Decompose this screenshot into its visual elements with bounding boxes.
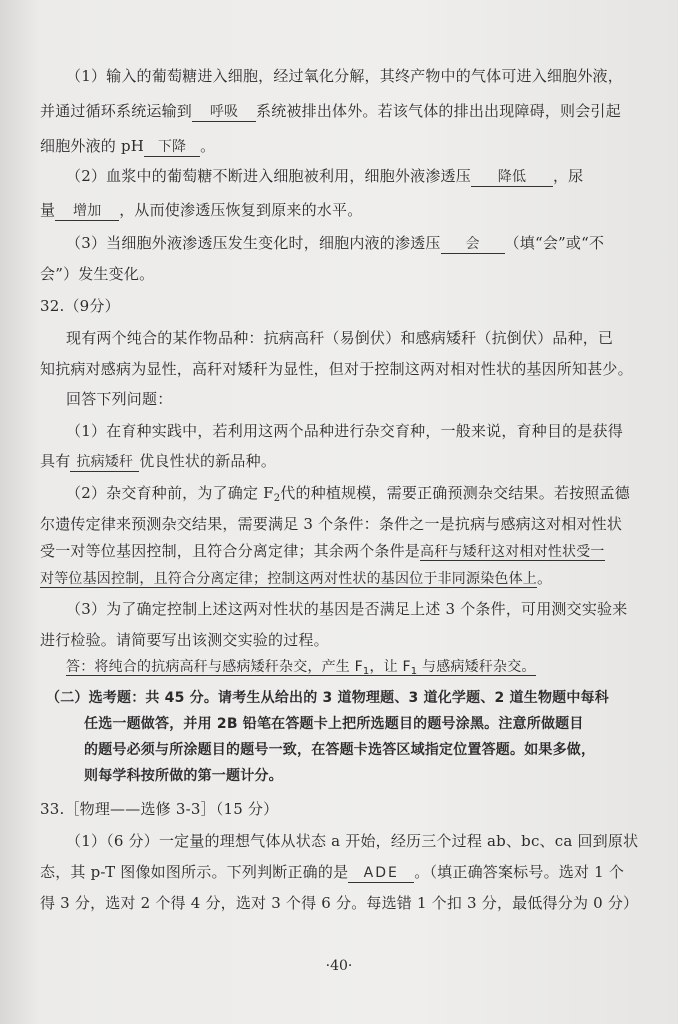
q31-p2-text: （2）血浆中的葡萄糖不断进入细胞被利用，细胞外液渗透压 bbox=[66, 167, 471, 185]
q32-header: 32.（9分） bbox=[40, 297, 120, 315]
answer-conditions-part1: 高秆与矮秆这对相对性状受一 bbox=[420, 544, 605, 560]
q31-p3-line2: 会”）发生变化。 bbox=[40, 265, 155, 283]
answer-will-change: 会 bbox=[441, 235, 505, 254]
q31-p1-text: 细胞外液的 pH bbox=[40, 137, 145, 155]
q32-p1-text: 具有 bbox=[40, 452, 71, 470]
q32-intro2: 知抗病对感病为显性，高秆对矮秆为显性，但对于控制这两对相对性状的基因所知甚少。 bbox=[40, 360, 633, 378]
q32-p1-line1: （1）在育种实践中，若利用这两个品种进行杂交育种，一般来说，育种目的是获得 bbox=[66, 422, 623, 440]
answer-breeding-goal: 抗病矮秆 bbox=[70, 453, 139, 472]
answer-text: 答：将纯合的抗病高秆与感病矮秆杂交，产生 F bbox=[66, 659, 363, 675]
optional-line3: 的题号必须与所涂题目的题号一致，在答题卡选答区域指定位置答题。如果多做， bbox=[84, 742, 596, 758]
q32-p1-line2 bbox=[40, 451, 644, 472]
q32-p1-text: 优良性状的新品种。 bbox=[139, 452, 277, 470]
q31-p1-line2 bbox=[40, 101, 644, 122]
q31-p1-text: 。 bbox=[200, 137, 216, 155]
q31-p2-text: 量 bbox=[40, 201, 56, 219]
q31-p2-line1 bbox=[66, 166, 644, 187]
q32-p3-line2: 进行检验。请简要写出该测交实验的过程。 bbox=[40, 631, 329, 649]
answer-urine: 增加 bbox=[55, 202, 119, 221]
q33-line3: 得 3 分，选对 2 个得 4 分，选对 3 个得 6 分。每选错 1 个扣 3 分，最低得分为 0 分） bbox=[40, 894, 639, 912]
q33-line2 bbox=[40, 862, 644, 883]
answer-ph: 下降 bbox=[144, 138, 200, 157]
q33-line1: （1）（6 分）一定量的理想气体从状态 a 开始，经历三个过程 ab、bc、ca 回到原状 bbox=[66, 832, 639, 850]
q32-intro3: 回答下列问题： bbox=[66, 390, 173, 408]
q31-p1-line3 bbox=[40, 136, 644, 157]
q32-p2-line3 bbox=[40, 541, 644, 562]
q31-p1-line1: （1）输入的葡萄糖进入细胞，经过氧化分解，其终产物中的气体可进入细胞外液， bbox=[66, 67, 623, 85]
q32-p2-text: 受一对等位基因控制，且符合分离定律；其余两个条件是 bbox=[40, 542, 421, 560]
subscript: 1 bbox=[362, 666, 370, 677]
optional-line1: （二）选考题：共 45 分。请考生从给出的 3 道物理题、3 道化学题、2 道生物题中每科 bbox=[46, 690, 609, 706]
subscript: 2 bbox=[273, 493, 281, 504]
answer-text: ，让 F bbox=[369, 659, 411, 675]
q31-p1-text: 并通过循环系统运输到 bbox=[40, 102, 193, 120]
page-number: ·40· bbox=[325, 958, 353, 974]
q33-text: 。（填正确答案标号。选对 1 个 bbox=[414, 863, 625, 881]
answer-testcross bbox=[66, 659, 536, 676]
q32-p3-line1: （3）为了确定控制上述这两对性状的基因是否满足上述 3 个条件，可用测交实验来 bbox=[66, 600, 628, 618]
q32-p3-answer bbox=[66, 656, 644, 682]
q32-p2-line2: 尔遗传定律来预测杂交结果，需要满足 3 个条件：条件之一是抗病与感病这对相对性状 bbox=[40, 515, 623, 533]
q31-p2-text: ，从而使渗透压恢复到原来的水平。 bbox=[119, 201, 363, 219]
q33-text: 态，其 p-T 图像如图所示。下列判断正确的是 bbox=[40, 863, 349, 881]
optional-line2: 任选一题做答，并用 2B 铅笔在答题卡上把所选题目的题号涂黑。注意所做题目 bbox=[84, 716, 584, 732]
q31-p2-line2 bbox=[40, 200, 644, 221]
answer-breathing-system: 呼吸 bbox=[192, 103, 256, 122]
answer-osmotic-pressure: 降低 bbox=[471, 168, 553, 187]
q32-p2-line1 bbox=[66, 483, 644, 509]
q31-p3-text: （3）当细胞外液渗透压发生变化时，细胞内液的渗透压 bbox=[66, 234, 441, 252]
answer-conditions-part2: 对等位基因控制，且符合分离定律；控制这两对性状的基因位于非同源染色体上 bbox=[40, 571, 537, 587]
q31-p1-text: 系统被排出体外。若该气体的排出出现障碍，则会引起 bbox=[256, 102, 621, 120]
optional-line4: 则每学科按所做的第一题计分。 bbox=[84, 768, 283, 784]
q32-p2-text: 代的种植规模，需要正确预测杂交结果。若按照孟德 bbox=[280, 484, 630, 502]
q31-p3-text: （填“会”或“不 bbox=[504, 234, 605, 252]
q33-header: 33.［物理——选修 3-3］（15 分） bbox=[40, 800, 279, 818]
q31-p3-line1 bbox=[66, 233, 644, 254]
subscript: 1 bbox=[410, 666, 418, 677]
q32-p2-line4 bbox=[40, 568, 644, 589]
q31-p2-text: ，尿 bbox=[552, 167, 584, 185]
q32-intro1: 现有两个纯合的某作物品种：抗病高秆（易倒伏）和感病矮秆（抗倒伏）品种，已 bbox=[66, 329, 614, 347]
q32-p2-text: 。 bbox=[537, 569, 553, 587]
q32-p2-text: （2）杂交育种前，为了确定 F bbox=[66, 484, 274, 502]
answer-text: 与感病矮秆杂交。 bbox=[417, 659, 536, 675]
answer-ade: ADE bbox=[348, 864, 414, 883]
